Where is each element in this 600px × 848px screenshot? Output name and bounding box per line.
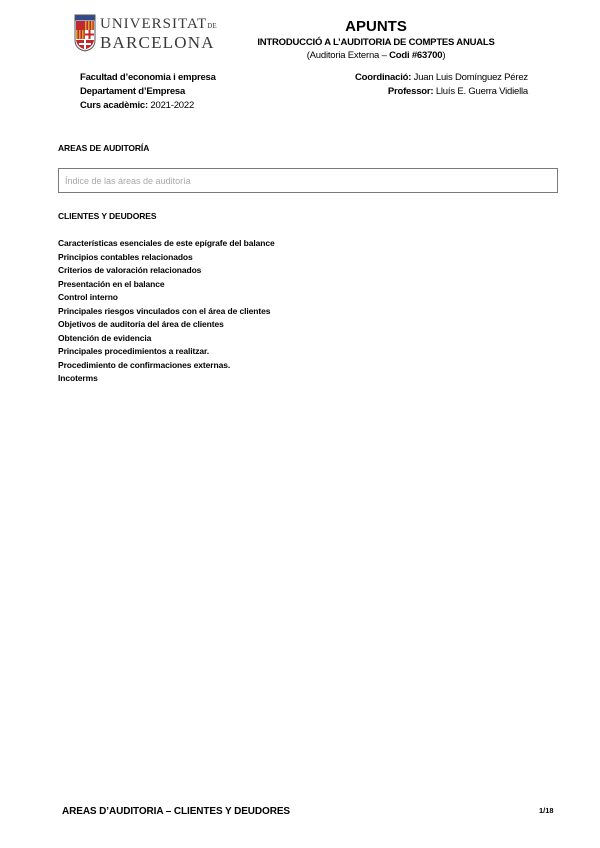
- areas-index-box[interactable]: [58, 168, 558, 193]
- toc-item[interactable]: Principales riesgos vinculados con el área de clientes: [58, 305, 271, 316]
- coordination-label: Coordinació:: [355, 72, 412, 83]
- toc-item[interactable]: Incoterms: [58, 373, 98, 383]
- course-code-line: [230, 49, 522, 62]
- title-block: [230, 18, 522, 62]
- toc-item[interactable]: Criterios de valoración relacionados: [58, 265, 202, 275]
- course-code-label: (Auditoria Externa –: [306, 50, 390, 61]
- footer-title: AREAS D’AUDITORIA – CLIENTES Y DEUDORES: [62, 806, 290, 817]
- shield-icon: [74, 14, 96, 52]
- table-of-contents: [58, 237, 275, 386]
- toc-item[interactable]: Presentación en el balance: [58, 278, 165, 289]
- toc-item[interactable]: Principios contables relacionados: [58, 251, 193, 262]
- logo-wordmark: [100, 17, 217, 52]
- course-label: Curs acadèmic:: [80, 100, 148, 111]
- university-logo: [74, 14, 217, 52]
- clientes-heading: CLIENTES Y DEUDORES: [58, 211, 157, 221]
- logo-line1-suffix: DE: [207, 22, 217, 30]
- course-code-end: ): [442, 50, 446, 61]
- course-year: 2021-2022: [147, 100, 195, 111]
- faculty-info: [80, 71, 216, 113]
- areas-heading: AREAS DE AUDITORÍA: [58, 143, 150, 153]
- toc-item[interactable]: Características esenciales de este epígrafe del balance: [58, 238, 275, 248]
- logo-line2: BARCELONA: [100, 33, 215, 52]
- toc-item[interactable]: Procedimiento de confirmaciones externas.: [58, 359, 231, 370]
- areas-index-input[interactable]: [59, 169, 545, 192]
- professor-name: Lluís E. Guerra Vidiella: [433, 86, 528, 97]
- toc-item[interactable]: Control interno: [58, 292, 118, 302]
- staff-info: [355, 71, 528, 99]
- toc-item[interactable]: Objetivos de auditoría del área de clientes: [58, 319, 224, 329]
- page-number: 1/18: [539, 806, 554, 815]
- course-code: Codi #63700: [389, 50, 443, 61]
- toc-item[interactable]: Principales procedimientos a realitzar.: [58, 346, 210, 356]
- professor-label: Professor:: [387, 86, 434, 97]
- course-subtitle: INTRODUCCIÓ A L’AUDITORIA DE COMPTES ANUALS: [257, 37, 495, 48]
- coordination-name: Juan Luis Domínguez Pérez: [411, 72, 528, 83]
- faculty-name: Facultad d’economia i empresa: [80, 72, 216, 83]
- logo-line1: UNIVERSITAT: [100, 16, 208, 32]
- page-title: APUNTS: [345, 18, 407, 35]
- toc-item[interactable]: Obtención de evidencia: [58, 332, 152, 343]
- department-name: Departament d’Empresa: [80, 86, 186, 97]
